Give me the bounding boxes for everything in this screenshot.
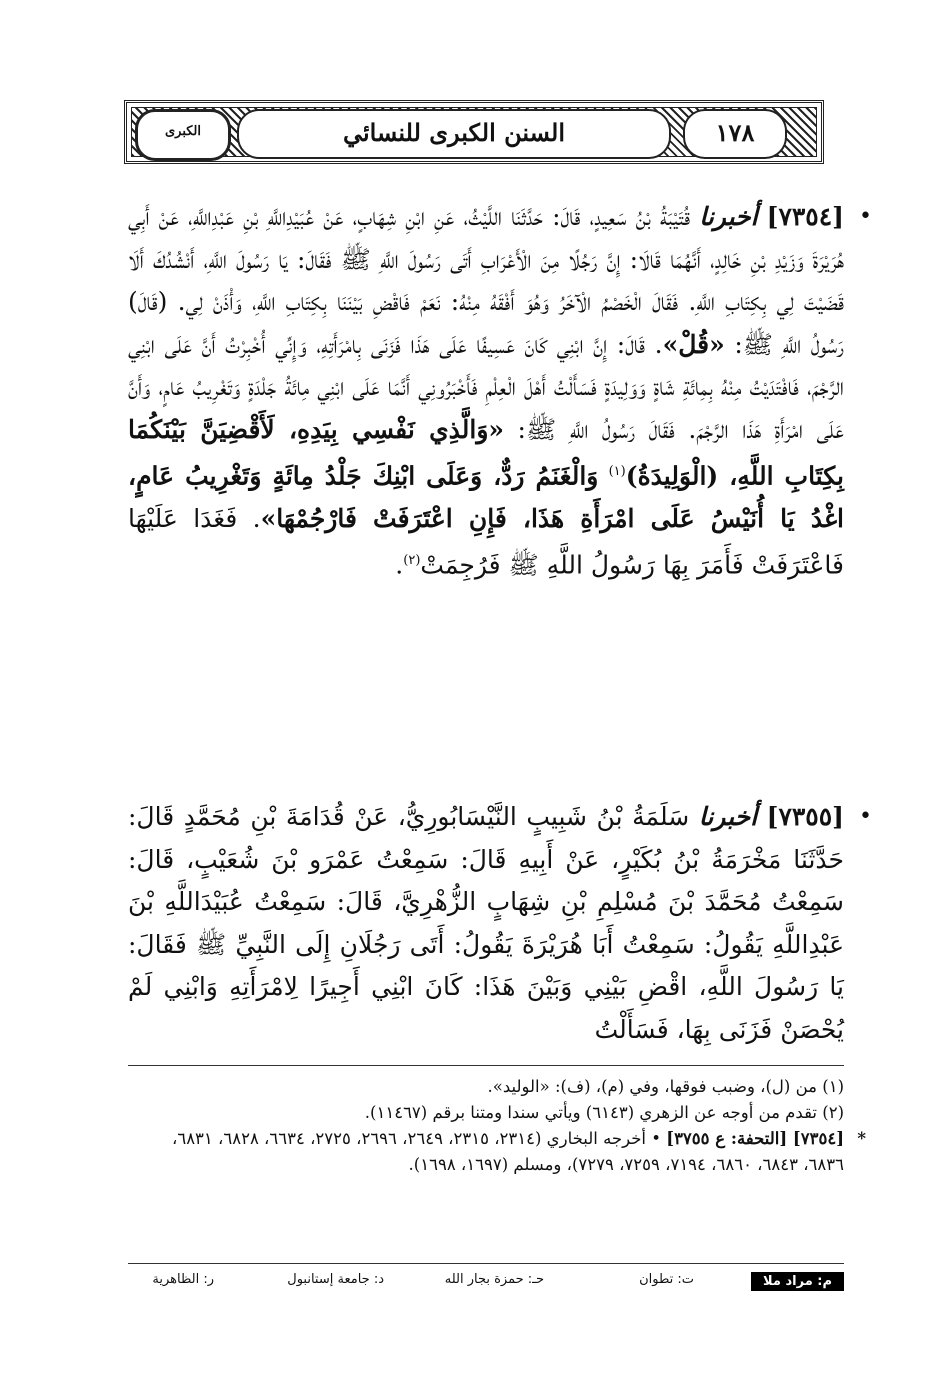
page-header xyxy=(124,100,824,164)
star-marker: * xyxy=(857,1129,866,1148)
bullet: • xyxy=(859,204,872,229)
footnotes xyxy=(128,1074,866,1178)
bullet: • xyxy=(859,804,872,829)
prophetic-word: «قُلْ» xyxy=(662,329,725,359)
manuscript-legend xyxy=(128,1268,844,1300)
manuscript-tag-m: م: مراد ملا xyxy=(751,1272,844,1291)
akhbarana-label: أخبرنا xyxy=(699,202,758,231)
takhrij-note xyxy=(128,1126,866,1178)
hadith-7354 xyxy=(128,196,872,587)
manuscript-r: ر: الظاهرية xyxy=(152,1272,214,1287)
prophetic-saying: «وَالَّذِي نَفْسِي بِيَدِهِ، لَأَقْضِيَنَّ بَيْنَكُمَا بِكِتَابِ اللَّهِ، (الْوَلِيدَةُ) xyxy=(128,414,844,491)
book-seal-logo: الكبرى xyxy=(135,109,231,161)
hadith-text: قُتَيْبَةُ بْنُ سَعِيدٍ، قَالَ: حَدَّثَنَا اللَّيْثُ، عَنِ ابْنِ شِهَابٍ، عَنْ عُبَيْدِاللَّهِ بْنِ عَبْدِاللَّهِ، عَنْ أَبِي هُرَيْرَةَ وَزَيْدِ بْنِ خَالِدٍ، أَنَّهُمَا قَالَا: إِنَّ رَجُلًا مِنَ الْأَعْرَابِ أَتَى رَسُولَ اللَّهِ ﷺ فَقَالَ: يَا رَسُولَ اللَّهِ، أَنْشُدُكَ أَلَا قَضَيْتَ لِي بِكِتَابِ اللَّهِ. فَقَالَ الْخَصْمُ الْآخَرُ وَهُوَ أَفْقَهُ مِنْهُ: نَعَمْ فَاقْضِ بَيْنَنَا بِكِتَابِ اللَّهِ، وَأْذَنْ لِي. (قَالَ) رَسُولُ اللَّهِ ﷺ: xyxy=(128,202,845,359)
prophetic-saying: وَالْغَنَمُ رَدٌّ، وَعَلَى ابْنِكَ جَلْدُ مِائَةٍ وَتَغْرِيبُ عَامٍ، اغْدُ يَا أُنَيْسُ عَلَى امْرَأَةِ هَذَا، فَإِنِ اعْتَرَفَتْ فَارْجُمْهَا» xyxy=(128,461,844,533)
page-number: ١٧٨ xyxy=(683,109,787,159)
hadith-text: سَلَمَةُ بْنُ شَبِيبٍ النَّيْسَابُورِيُّ، عَنْ قُدَامَةَ بْنِ مُحَمَّدٍ قَالَ: حَدَّثَنَا مَخْرَمَةُ بْنُ بُكَيْرٍ، عَنْ أَبِيهِ قَالَ: سَمِعْتُ عَمْرَو بْنَ شُعَيْبٍ، قَالَ: سَمِعْتُ مُحَمَّدَ بْنَ مُسْلِمِ بْنِ شِهَابٍ الزُّهْرِيَّ، قَالَ: سَمِعْتُ عُبَيْدَاللَّهِ بْنَ عَبْدِاللَّهِ يَقُولُ: سَمِعْتُ أَبَا هُرَيْرَةَ يَقُولُ: أَتَى رَجُلَانِ إِلَى النَّبِيِّ ﷺ فَقَالَ: يَا رَسُولَ اللَّهِ، اقْضِ بَيْنِي وَبَيْنَ هَذَا: كَانَ ابْنِي أَجِيرًا لِامْرَأَتِهِ وَابْنِي لَمْ يُحْصَنْ فَزَنَى بِهَا، فَسَأَلْتُ xyxy=(128,802,844,1044)
hadith-number: [٧٣٥٥] xyxy=(766,802,844,831)
manuscript-t: ت: تطوان xyxy=(639,1272,694,1287)
manuscript-h: حـ: حمزة بجار الله xyxy=(444,1272,544,1287)
hadith-number: [٧٣٥٤] xyxy=(766,202,845,231)
hadith-7355 xyxy=(128,796,872,1051)
footnote-divider xyxy=(128,1065,844,1066)
manuscript-d: د: جامعة إستانبول xyxy=(287,1272,384,1287)
hadith-text: . فَغَدَا عَلَيْهَا فَاعْتَرَفَتْ فَأَمَرَ بِهَا رَسُولُ اللَّهِ ﷺ فَرُجِمَتْ xyxy=(128,503,844,580)
hadith-text: . قَالَ: إِنَّ ابْنِي كَانَ عَسِيفًا عَلَى هَذَا فَزَنَى بِامْرَأَتِهِ، وَإِنِّي أُخْبِرْتُ أَنَّ عَلَى ابْنِي الرَّجْمَ، فَافْتَدَيْتُ مِنْهُ بِمِائَةِ شَاةٍ وَوَلِيدَةٍ فَسَأَلْتُ أَهْلَ الْعِلْمِ فَأَخْبَرُونِي أَنَّمَا عَلَى ابْنِي مِائَةُ جَلْدَةٍ وَتَغْرِيبُ عَامٍ، وَأَنَّ عَلَى امْرَأَةِ هَذَا الرَّجْمَ. فَقَالَ رَسُولُ اللَّهِ ﷺ: xyxy=(128,329,844,444)
footnote-marker: (٢) xyxy=(403,553,421,569)
footnote-1: (١) من (ل)، وضبب فوقها، وفي (م)، (ف): «الوليد». xyxy=(487,1077,844,1096)
footnote-2: (٢) تقدم من أوجه عن الزهري (٦١٤٣) ويأتي سندا ومتنا برقم (١١٤٦٧). xyxy=(364,1103,844,1122)
akhbarana-label: أخبرنا xyxy=(698,802,758,831)
bottom-divider xyxy=(128,1263,844,1264)
takhrij-text: أخرجه البخاري (٢٣١٤، ٢٣١٥، ٢٦٤٩، ٢٦٩٦، ٢٧٢٥، ٦٦٣٤، ٦٨٢٨، ٦٨٣١، ٦٨٣٦، ٦٨٤٣، ٦٨٦٠، ٧١٩٤، ٧٢٥٩، ٧٢٧٩)، ومسلم (١٦٩٧، ١٦٩٨). xyxy=(172,1129,844,1174)
takhrij-ref: [٧٣٥٤] [التحفة: ع ٣٧٥٥] xyxy=(666,1129,844,1148)
takhrij-bullet: • xyxy=(651,1129,661,1148)
footnote-marker: (١) xyxy=(608,464,626,479)
book-title: السنن الكبرى للنسائي xyxy=(237,109,671,159)
period: . xyxy=(395,550,404,580)
